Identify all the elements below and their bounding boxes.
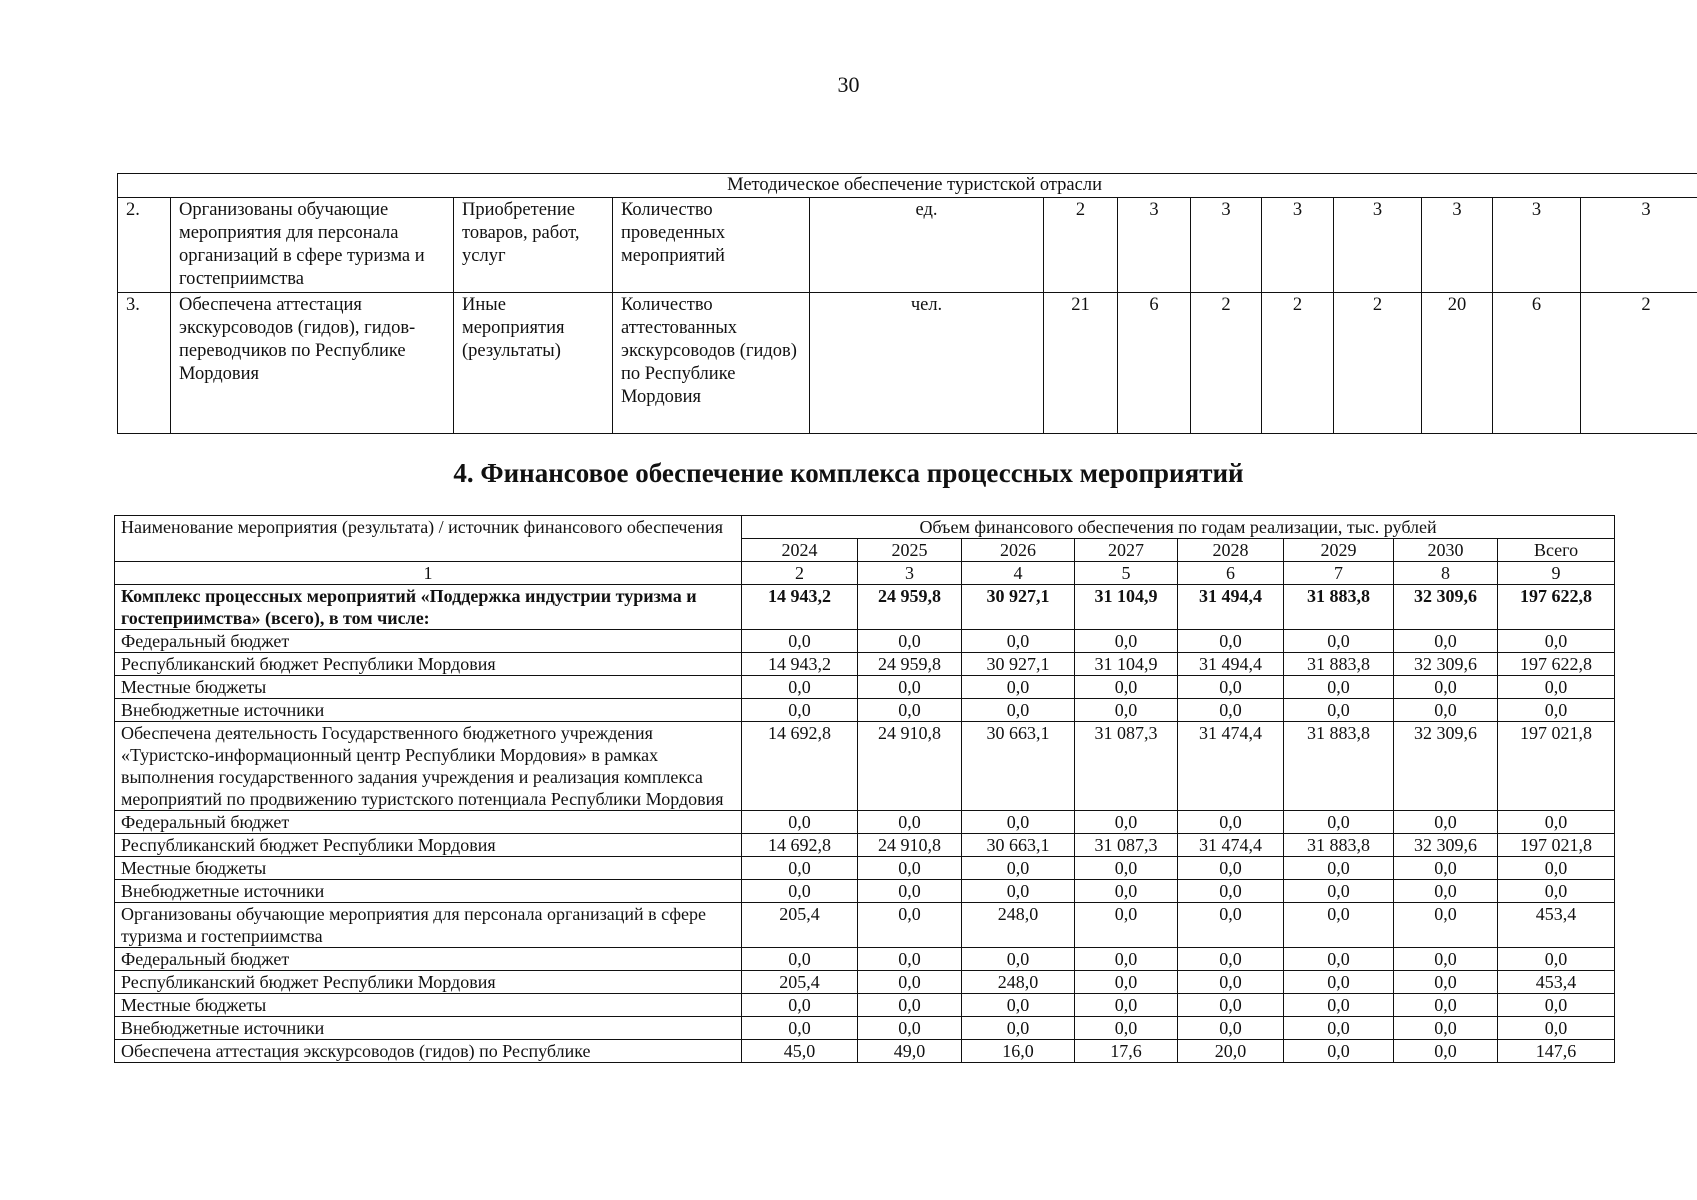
- amount-cell: 0,0: [1498, 880, 1615, 903]
- column-number: 4: [962, 562, 1075, 585]
- amount-cell: 0,0: [1178, 630, 1284, 653]
- amount-cell: 248,0: [962, 971, 1075, 994]
- amount-cell: 197 622,8: [1498, 653, 1615, 676]
- amount-cell: 0,0: [1394, 857, 1498, 880]
- amount-cell: 31 104,9: [1075, 585, 1178, 630]
- amount-cell: 0,0: [1075, 676, 1178, 699]
- amount-cell: 0,0: [1394, 811, 1498, 834]
- amount-cell: 0,0: [1075, 1017, 1178, 1040]
- amount-cell: 0,0: [742, 948, 858, 971]
- amount-cell: 31 087,3: [1075, 834, 1178, 857]
- table-row: [115, 722, 1615, 811]
- value-cell: 2: [1044, 198, 1118, 293]
- amount-cell: 0,0: [858, 857, 962, 880]
- table-row: [115, 971, 1615, 994]
- amount-cell: 0,0: [962, 630, 1075, 653]
- value-cell: 21: [1044, 293, 1118, 434]
- column-number: 2: [742, 562, 858, 585]
- amount-cell: 0,0: [962, 994, 1075, 1017]
- source-name: Местные бюджеты: [115, 994, 742, 1017]
- page-number: 30: [837, 72, 860, 97]
- value-cell: 2: [1334, 293, 1422, 434]
- amount-cell: 0,0: [1394, 948, 1498, 971]
- amount-cell: 0,0: [858, 971, 962, 994]
- source-name: Внебюджетные источники: [115, 880, 742, 903]
- amount-cell: 197 021,8: [1498, 722, 1615, 811]
- amount-cell: 24 959,8: [858, 653, 962, 676]
- amount-cell: 0,0: [1178, 1017, 1284, 1040]
- amount-cell: 24 959,8: [858, 585, 962, 630]
- amount-cell: 31 474,4: [1178, 834, 1284, 857]
- amount-cell: 0,0: [1075, 811, 1178, 834]
- amount-cell: 0,0: [1075, 948, 1178, 971]
- amount-cell: 30 927,1: [962, 653, 1075, 676]
- amount-cell: 0,0: [858, 994, 962, 1017]
- value-cell: 3: [1334, 198, 1422, 293]
- amount-cell: 14 692,8: [742, 834, 858, 857]
- unit: чел.: [810, 293, 1044, 434]
- amount-cell: 0,0: [962, 880, 1075, 903]
- header-row: [115, 516, 1615, 539]
- table-row: [115, 1017, 1615, 1040]
- table-row: [115, 585, 1615, 630]
- amount-cell: 0,0: [1394, 1040, 1498, 1063]
- value-cell: 2: [1262, 293, 1334, 434]
- amount-cell: 0,0: [1498, 857, 1615, 880]
- table-row: [115, 903, 1615, 948]
- amount-cell: 0,0: [1284, 1017, 1394, 1040]
- amount-cell: 0,0: [742, 1017, 858, 1040]
- amount-cell: 0,0: [742, 630, 858, 653]
- table-row: [115, 676, 1615, 699]
- value-cell: 20: [1422, 293, 1493, 434]
- amount-cell: 0,0: [858, 630, 962, 653]
- financing-table: [114, 515, 1615, 1063]
- amount-cell: 0,0: [1284, 676, 1394, 699]
- amount-cell: 0,0: [1284, 903, 1394, 948]
- amount-cell: 0,0: [962, 948, 1075, 971]
- amount-cell: 0,0: [1178, 699, 1284, 722]
- column-number: 5: [1075, 562, 1178, 585]
- source-name: Республиканский бюджет Республики Мордовия: [115, 971, 742, 994]
- value-cell: 2: [1191, 293, 1262, 434]
- amount-cell: 0,0: [1284, 971, 1394, 994]
- amount-cell: 32 309,6: [1394, 585, 1498, 630]
- source-name: Организованы обучающие мероприятия для персонала организаций в сфере туризма и гостеприимства: [115, 903, 742, 948]
- column-number: 7: [1284, 562, 1394, 585]
- column-number: 6: [1178, 562, 1284, 585]
- amount-cell: 248,0: [962, 903, 1075, 948]
- source-name: Федеральный бюджет: [115, 811, 742, 834]
- amount-cell: 0,0: [742, 994, 858, 1017]
- table-row: [115, 1040, 1615, 1063]
- column-number: 8: [1394, 562, 1498, 585]
- source-name: Республиканский бюджет Республики Мордовия: [115, 834, 742, 857]
- result-type: Приобретение товаров, работ, услуг: [454, 198, 613, 293]
- indicator-name: Количество проведенных мероприятий: [613, 198, 810, 293]
- amount-cell: 0,0: [858, 699, 962, 722]
- amount-cell: 0,0: [1178, 948, 1284, 971]
- value-cell: 3: [1191, 198, 1262, 293]
- amount-cell: 0,0: [1075, 971, 1178, 994]
- amount-cell: 17,6: [1075, 1040, 1178, 1063]
- amount-cell: 0,0: [858, 811, 962, 834]
- source-name: Комплекс процессных мероприятий «Поддержка индустрии туризма и гостеприимства» (всего), в том числе:: [115, 585, 742, 630]
- amount-cell: 0,0: [1498, 1017, 1615, 1040]
- amount-cell: 14 943,2: [742, 653, 858, 676]
- amount-cell: 0,0: [1075, 630, 1178, 653]
- table-row: [115, 811, 1615, 834]
- amount-cell: 0,0: [1498, 811, 1615, 834]
- amount-cell: 0,0: [1394, 630, 1498, 653]
- amount-cell: 31 494,4: [1178, 653, 1284, 676]
- amount-cell: 0,0: [962, 857, 1075, 880]
- amount-cell: 0,0: [858, 948, 962, 971]
- amount-cell: 16,0: [962, 1040, 1075, 1063]
- amount-cell: 0,0: [1394, 880, 1498, 903]
- source-name: Обеспечена деятельность Государственного бюджетного учреждения «Туристско-информационный центр Республики Мордовия» в рамках выполнения государственного задания учреждения и реализация комплекса мероприятий по продвижению туристского потенциала Республики Мордовия: [115, 722, 742, 811]
- amount-cell: 14 692,8: [742, 722, 858, 811]
- amount-cell: 0,0: [1075, 880, 1178, 903]
- amount-cell: 453,4: [1498, 971, 1615, 994]
- source-name: Местные бюджеты: [115, 857, 742, 880]
- year-header: 2030: [1394, 539, 1498, 562]
- year-header: 2027: [1075, 539, 1178, 562]
- column-number: 9: [1498, 562, 1615, 585]
- amount-cell: 0,0: [1498, 994, 1615, 1017]
- amount-cell: 0,0: [1178, 811, 1284, 834]
- table-row: [115, 857, 1615, 880]
- source-name: Местные бюджеты: [115, 676, 742, 699]
- table-row: [115, 948, 1615, 971]
- value-cell: 3: [1581, 198, 1697, 293]
- amount-cell: 0,0: [1394, 699, 1498, 722]
- amount-cell: 0,0: [1498, 948, 1615, 971]
- result-name: Организованы обучающие мероприятия для персонала организаций в сфере туризма и гостеприимства: [171, 198, 454, 293]
- amount-cell: 0,0: [962, 811, 1075, 834]
- amount-cell: 14 943,2: [742, 585, 858, 630]
- amount-cell: 0,0: [1394, 1017, 1498, 1040]
- amount-cell: 0,0: [1284, 1040, 1394, 1063]
- table-row: [115, 834, 1615, 857]
- amount-cell: 20,0: [1178, 1040, 1284, 1063]
- amount-cell: 0,0: [1394, 676, 1498, 699]
- source-name: Внебюджетные источники: [115, 1017, 742, 1040]
- amount-cell: 0,0: [742, 811, 858, 834]
- amount-cell: 0,0: [1075, 994, 1178, 1017]
- indicator-name: Количество аттестованных экскурсоводов (гидов) по Республике Мордовия: [613, 293, 810, 434]
- amount-cell: 32 309,6: [1394, 722, 1498, 811]
- amount-cell: 30 927,1: [962, 585, 1075, 630]
- amount-cell: 0,0: [1284, 857, 1394, 880]
- amount-cell: 0,0: [858, 1017, 962, 1040]
- amount-cell: 0,0: [1284, 994, 1394, 1017]
- amount-cell: 45,0: [742, 1040, 858, 1063]
- table-row: [115, 699, 1615, 722]
- amount-cell: 31 494,4: [1178, 585, 1284, 630]
- amount-cell: 32 309,6: [1394, 834, 1498, 857]
- table-row: [118, 293, 1697, 434]
- section-row: [118, 174, 1697, 198]
- amount-cell: 0,0: [1498, 676, 1615, 699]
- row-number: 3.: [118, 293, 171, 434]
- amount-cell: 0,0: [1178, 857, 1284, 880]
- amount-cell: 205,4: [742, 971, 858, 994]
- amount-cell: 0,0: [1178, 903, 1284, 948]
- source-name: Республиканский бюджет Республики Мордовия: [115, 653, 742, 676]
- column-number: 3: [858, 562, 962, 585]
- amount-cell: 0,0: [1075, 903, 1178, 948]
- value-cell: 2: [1581, 293, 1697, 434]
- amount-cell: 0,0: [1394, 994, 1498, 1017]
- amount-cell: 0,0: [742, 857, 858, 880]
- amount-cell: 453,4: [1498, 903, 1615, 948]
- header-volume: Объем финансового обеспечения по годам реализации, тыс. рублей: [742, 516, 1615, 539]
- amount-cell: 0,0: [962, 676, 1075, 699]
- amount-cell: 31 087,3: [1075, 722, 1178, 811]
- result-name: Обеспечена аттестация экскурсоводов (гидов), гидов-переводчиков по Республике Мордовия: [171, 293, 454, 434]
- amount-cell: 0,0: [1284, 630, 1394, 653]
- amount-cell: 0,0: [742, 699, 858, 722]
- source-name: Федеральный бюджет: [115, 948, 742, 971]
- amount-cell: 147,6: [1498, 1040, 1615, 1063]
- source-name: Обеспечена аттестация экскурсоводов (гидов) по Республике: [115, 1040, 742, 1063]
- section-heading: 4. Финансовое обеспечение комплекса процессных мероприятий: [453, 458, 1244, 488]
- amount-cell: 205,4: [742, 903, 858, 948]
- amount-cell: 197 622,8: [1498, 585, 1615, 630]
- source-name: Внебюджетные источники: [115, 699, 742, 722]
- amount-cell: 0,0: [858, 676, 962, 699]
- value-cell: 6: [1493, 293, 1581, 434]
- amount-cell: 31 883,8: [1284, 834, 1394, 857]
- amount-cell: 32 309,6: [1394, 653, 1498, 676]
- year-header: 2026: [962, 539, 1075, 562]
- value-cell: 3: [1118, 198, 1191, 293]
- row-number: 2.: [118, 198, 171, 293]
- amount-cell: 31 104,9: [1075, 653, 1178, 676]
- table-row: [115, 653, 1615, 676]
- column-number: 1: [115, 562, 742, 585]
- amount-cell: 0,0: [1178, 994, 1284, 1017]
- amount-cell: 0,0: [742, 676, 858, 699]
- amount-cell: 0,0: [1498, 699, 1615, 722]
- amount-cell: 0,0: [1178, 676, 1284, 699]
- result-type: Иные мероприятия (результаты): [454, 293, 613, 434]
- value-cell: 3: [1422, 198, 1493, 293]
- table-row: [115, 630, 1615, 653]
- amount-cell: 31 883,8: [1284, 722, 1394, 811]
- amount-cell: 49,0: [858, 1040, 962, 1063]
- amount-cell: 31 883,8: [1284, 585, 1394, 630]
- amount-cell: 30 663,1: [962, 722, 1075, 811]
- year-header: 2028: [1178, 539, 1284, 562]
- table-row: [118, 198, 1697, 293]
- year-header: Всего: [1498, 539, 1615, 562]
- amount-cell: 0,0: [742, 880, 858, 903]
- column-number-row: [115, 562, 1615, 585]
- amount-cell: 0,0: [1178, 971, 1284, 994]
- year-header: 2025: [858, 539, 962, 562]
- value-cell: 3: [1493, 198, 1581, 293]
- value-cell: 6: [1118, 293, 1191, 434]
- amount-cell: 24 910,8: [858, 722, 962, 811]
- amount-cell: 0,0: [1394, 903, 1498, 948]
- amount-cell: 0,0: [1075, 699, 1178, 722]
- table-row: [115, 880, 1615, 903]
- year-header: 2024: [742, 539, 858, 562]
- indicators-table: [117, 173, 1697, 434]
- amount-cell: 0,0: [1498, 630, 1615, 653]
- section-title: Методическое обеспечение туристской отрасли: [118, 174, 1697, 198]
- source-name: Федеральный бюджет: [115, 630, 742, 653]
- amount-cell: 0,0: [858, 880, 962, 903]
- amount-cell: 0,0: [858, 903, 962, 948]
- amount-cell: 24 910,8: [858, 834, 962, 857]
- amount-cell: 0,0: [962, 699, 1075, 722]
- value-cell: 3: [1262, 198, 1334, 293]
- amount-cell: 0,0: [1394, 971, 1498, 994]
- amount-cell: 0,0: [1284, 880, 1394, 903]
- amount-cell: 0,0: [1075, 857, 1178, 880]
- amount-cell: 0,0: [1178, 880, 1284, 903]
- amount-cell: 0,0: [1284, 948, 1394, 971]
- header-name: Наименование мероприятия (результата) / источник финансового обеспечения: [115, 516, 742, 562]
- year-header: 2029: [1284, 539, 1394, 562]
- amount-cell: 0,0: [962, 1017, 1075, 1040]
- unit: ед.: [810, 198, 1044, 293]
- amount-cell: 30 663,1: [962, 834, 1075, 857]
- amount-cell: 0,0: [1284, 699, 1394, 722]
- table-row: [115, 994, 1615, 1017]
- amount-cell: 31 883,8: [1284, 653, 1394, 676]
- amount-cell: 197 021,8: [1498, 834, 1615, 857]
- amount-cell: 0,0: [1284, 811, 1394, 834]
- amount-cell: 31 474,4: [1178, 722, 1284, 811]
